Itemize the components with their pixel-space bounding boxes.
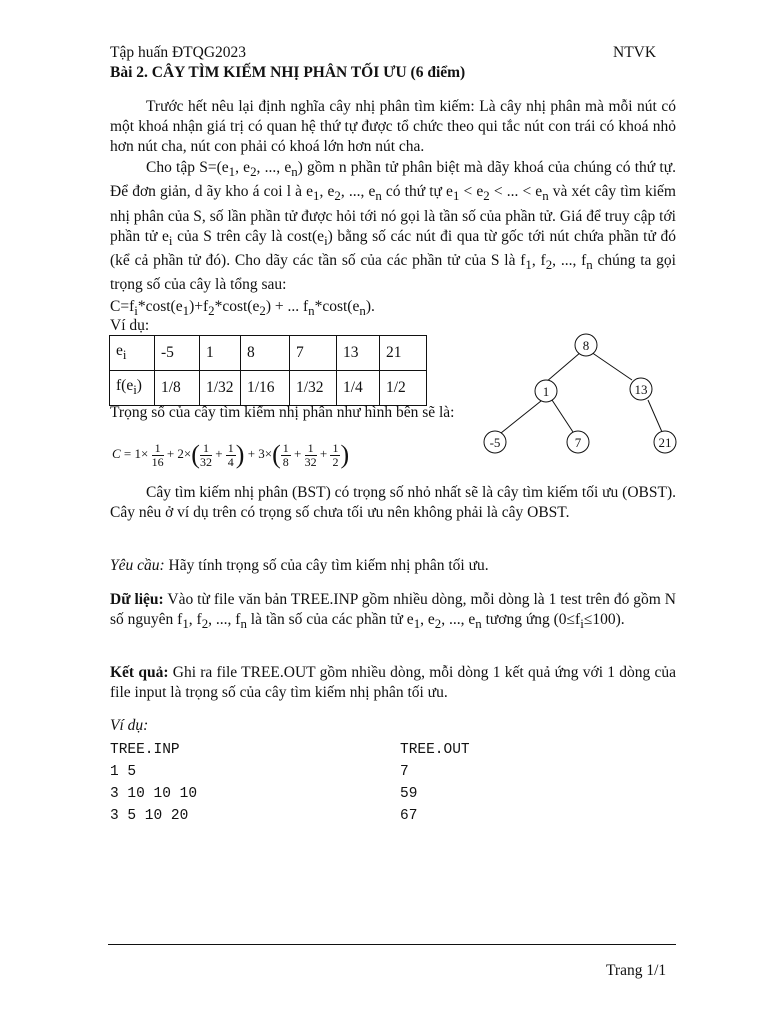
tree-edge [501, 401, 541, 433]
tree-node-label: -5 [489, 435, 501, 450]
table-cell: -5 [155, 336, 200, 371]
cost-formula: $C=f_i*\cos t(e_1)+f_2*\cos t(e_2)$ + ... $f_n*\cos t(e_n)$. [110, 298, 375, 319]
requirement-paragraph: Yêu cầu: Hãy tính trọng số của cây tìm kiếm nhị phân tối ưu. [110, 557, 489, 574]
weight-description: Trọng số của cây tìm kiếm nhị phân như hình bên sẽ là: [110, 404, 455, 421]
table-cell: 1/16 [241, 371, 290, 406]
input-description: Dữ liệu: Vào từ file văn bản TREE.INP gồm nhiều dòng, mỗi dòng là 1 test trên đó gồm N số nguyên $f_1$, $f_2$, ..., $f_n$ là tần số của các phần tử $e_1$, $e_2$, ..., $e_n$ tương ứng $(0\le f_i\le 100)$. [110, 591, 676, 632]
table-cell: 1 [200, 336, 241, 371]
table-cell: 13 [337, 336, 380, 371]
intro-paragraph-2: Cho tập $S=(e_1$, $e_2$, ..., $e_n$) gồm n phần tử phân biệt mà dãy khoá của chúng có thứ tự. Để đơn giản, d ãy kho á coi l à $e_1$, $e_2$, ..., $e_n$ có thứ tự $e_1 < e_2$ < ... < $e_n$ và xét cây tìm kiếm nhị phân của S, số lần phần tử được hỏi tới nó gọi là tần số của phần tử. Giá để truy cập tới phần tử $e_i$ của S trên cây là $\cos t(e_i)$ bằng số các nút đi qua từ gốc tới nút chứa phần tử đó (kể cả phần tử đó). Cho dãy các tần số của các phần tử của S là $f_1$, $f_2$, ..., $f_n$ chúng ta gọi trọng số của cây là tổng sau: [110, 159, 676, 294]
sample-input-title: TREE.INP [110, 742, 180, 758]
weight-equation: C = 1× $\frac{1}{16}$ + 2×( $\frac{1}{32}$ + $\frac{1}{4}$ ) + 3×( $\frac{1}{8}$ + $\frac{1}{32}$ + $\frac{1}{2}$ ) [112, 440, 350, 469]
example-label: Ví dụ: [110, 317, 150, 334]
table-cell: 1/32 [290, 371, 337, 406]
sample-output-line: 59 [400, 786, 418, 802]
tree-edge [648, 400, 662, 432]
table-row [110, 336, 427, 371]
tree-node-label: 21 [658, 435, 672, 450]
intro-paragraph-1: Trước hết nêu lại định nghĩa cây nhị phân tìm kiếm: Là cây nhị phân mà mỗi nút có một khoá nhận giá trị có quan hệ thứ tự được tổ chức theo qui tắc nút con trái có khoá nhỏ hơn nút cha, nút con phải có khoá lớn hơn nút cha. [110, 98, 676, 156]
tree-node-label: 7 [574, 435, 582, 450]
sample-input-line: 1 5 [110, 764, 137, 780]
problem-title: Bài 2. CÂY TÌM KIẾM NHỊ PHÂN TỐI ƯU (6 điểm) [110, 64, 466, 81]
tree-node-label: 13 [634, 382, 648, 397]
header-left: Tập huấn ĐTQG2023 [110, 44, 247, 61]
table-cell: 21 [380, 336, 427, 371]
sample-input-line: 3 10 10 10 [110, 786, 198, 802]
table-cell: 8 [241, 336, 290, 371]
tree-edge [591, 352, 632, 380]
sample-output-line: 67 [400, 808, 418, 824]
tree-edge [552, 400, 573, 432]
table-cell: 1/4 [337, 371, 380, 406]
table-cell: 1/8 [155, 371, 200, 406]
sample-output-title: TREE.OUT [400, 742, 470, 758]
bst-diagram [478, 330, 684, 460]
output-description: Kết quả: Ghi ra file TREE.OUT gồm nhiều dòng, mỗi dòng 1 kết quả ứng với 1 dòng của file input là trọng số của cây tìm kiếm nhị phân tối ưu. [110, 664, 676, 702]
tree-edge [546, 352, 581, 382]
sample-label: Ví dụ: [110, 717, 149, 734]
footer-divider [108, 944, 676, 945]
table-cell: 1/32 [200, 371, 241, 406]
tree-node-label: 1 [542, 384, 550, 399]
frequency-table [109, 335, 427, 406]
table-header-cell: $e_i$ [110, 336, 155, 371]
page-number: Trang 1/1 [606, 962, 667, 979]
sample-output-column [400, 739, 470, 827]
table-cell: 7 [290, 336, 337, 371]
tree-node-label: 8 [582, 338, 590, 353]
bst-paragraph: Cây tìm kiếm nhị phân (BST) có trọng số nhỏ nhất sẽ là cây tìm kiếm tối ưu (OBST). Cây nêu ở ví dụ trên có trọng số chưa tối ưu nên không phải là cây OBST. [110, 484, 676, 522]
sample-output-line: 7 [400, 764, 409, 780]
sample-input-line: 3 5 10 20 [110, 808, 189, 824]
header-right: NTVK [613, 44, 657, 61]
table-row [110, 371, 427, 406]
sample-input-column [110, 739, 197, 827]
table-header-cell: $f(e_i)$ [110, 371, 155, 406]
table-cell: 1/2 [380, 371, 427, 406]
